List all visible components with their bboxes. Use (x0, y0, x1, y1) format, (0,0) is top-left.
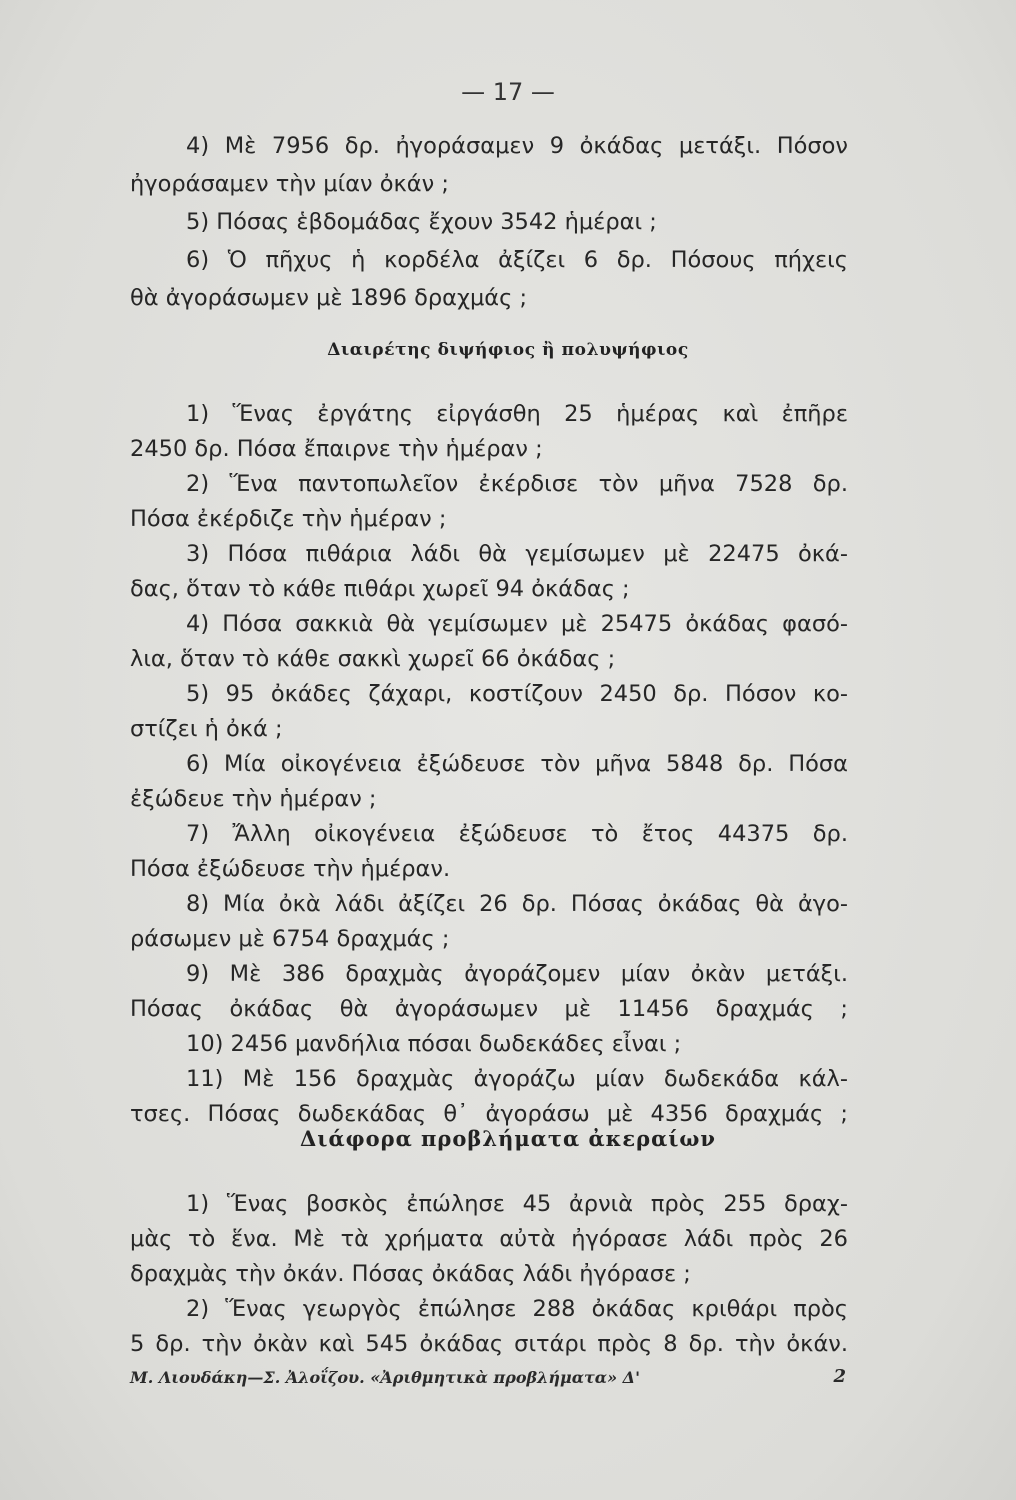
page-number: — 17 — (461, 78, 555, 106)
text-line: Πόσα ἐκέρδιζε τὴν ἡμέραν ; (130, 506, 447, 532)
text-line: ἠγοράσαμεν τὴν μίαν ὀκάν ; (130, 171, 449, 197)
text-line: 5) 95 ὀκάδες ζάχαρι, κοστίζουν 2450 δρ. Πόσον κο- (186, 681, 848, 707)
text-line: 3) Πόσα πιθάρια λάδι θὰ γεμίσωμεν μὲ 22475 ὀκά- (186, 541, 848, 567)
text-line: μὰς τὸ ἕνα. Μὲ τὰ χρήματα αὐτὰ ἠγόρασε λάδι πρὸς 26 (130, 1226, 848, 1252)
text-line: 10) 2456 μανδήλια πόσαι δωδεκάδες εἶναι ; (186, 1031, 682, 1057)
text-line: δας, ὅταν τὸ κάθε πιθάρι χωρεῖ 94 ὀκάδας ; (130, 576, 630, 602)
signature-mark: 2 (833, 1366, 846, 1387)
footer-credit: Μ. Λιουδάκη—Σ. Ἀλοΐζου. «Ἀριθμητικὰ προβλήματα» Δ' (130, 1368, 640, 1387)
text-line: 7) Ἄλλη οἰκογένεια ἐξώδευσε τὸ ἔτος 44375 δρ. (186, 821, 848, 847)
text-line: 2450 δρ. Πόσα ἔπαιρνε τὴν ἡμέραν ; (130, 436, 543, 462)
text-line: 4) Μὲ 7956 δρ. ἠγοράσαμεν 9 ὀκάδας μετάξι. Πόσον (186, 133, 848, 159)
text-line: 8) Μία ὀκὰ λάδι ἀξίζει 26 δρ. Πόσας ὀκάδας θὰ ἀγο- (186, 891, 848, 917)
text-line: 2) Ἕνας γεωργὸς ἐπώλησε 288 ὀκάδας κριθάρι πρὸς (186, 1296, 848, 1322)
section-heading-misc-problems: Διάφορα προβλήματα ἀκεραίων (300, 1126, 716, 1151)
text-line: 1) Ἕνας βοσκὸς ἐπώλησε 45 ἀρνιὰ πρὸς 255 δραχ- (186, 1191, 848, 1217)
text-line: λια, ὅταν τὸ κάθε σακκὶ χωρεῖ 66 ὀκάδας ; (130, 646, 616, 672)
text-line: 9) Μὲ 386 δραχμὰς ἀγοράζομεν μίαν ὀκὰν μετάξι. (186, 961, 848, 987)
text-line: δραχμὰς τὴν ὀκάν. Πόσας ὀκάδας λάδι ἠγόρασε ; (130, 1261, 691, 1287)
text-line: στίζει ἡ ὀκά ; (130, 716, 283, 742)
text-line: 11) Μὲ 156 δραχμὰς ἀγοράζω μίαν δωδεκάδα κάλ- (186, 1066, 848, 1092)
text-line: Πόσας ὀκάδας θὰ ἀγοράσωμεν μὲ 11456 δραχμάς ; (130, 996, 848, 1022)
text-line: θὰ ἀγοράσωμεν μὲ 1896 δραχμάς ; (130, 285, 528, 311)
text-line: ἐξώδευε τὴν ἡμέραν ; (130, 786, 377, 812)
text-line: 5) Πόσας ἑβδομάδας ἔχουν 3542 ἡμέραι ; (186, 209, 657, 235)
text-line: Πόσα ἐξώδευσε τὴν ἡμέραν. (130, 856, 451, 882)
text-line: 2) Ἕνα παντοπωλεῖον ἐκέρδισε τὸν μῆνα 7528 δρ. (186, 471, 848, 497)
text-line: 6) Ὁ πῆχυς ἡ κορδέλα ἀξίζει 6 δρ. Πόσους πήχεις (186, 247, 848, 273)
text-line: 6) Μία οἰκογένεια ἐξώδευσε τὸν μῆνα 5848 δρ. Πόσα (186, 751, 848, 777)
text-line: ράσωμεν μὲ 6754 δραχμάς ; (130, 926, 450, 952)
text-line: 1) Ἕνας ἐργάτης εἰργάσθη 25 ἡμέρας καὶ ἐπῆρε (186, 401, 848, 427)
page-footer (130, 1368, 848, 1398)
text-line: τσες. Πόσας δωδεκάδας θ᾽ ἀγοράσω μὲ 4356 δραχμάς ; (130, 1101, 848, 1127)
section-heading-divisor: Διαιρέτης διψήφιος ἢ πολυψήφιος (327, 340, 689, 360)
text-line: 5 δρ. τὴν ὀκὰν καὶ 545 ὀκάδας σιτάρι πρὸς 8 δρ. τὴν ὀκάν. (130, 1331, 848, 1357)
text-line: 4) Πόσα σακκιὰ θὰ γεμίσωμεν μὲ 25475 ὀκάδας φασό- (186, 611, 848, 637)
